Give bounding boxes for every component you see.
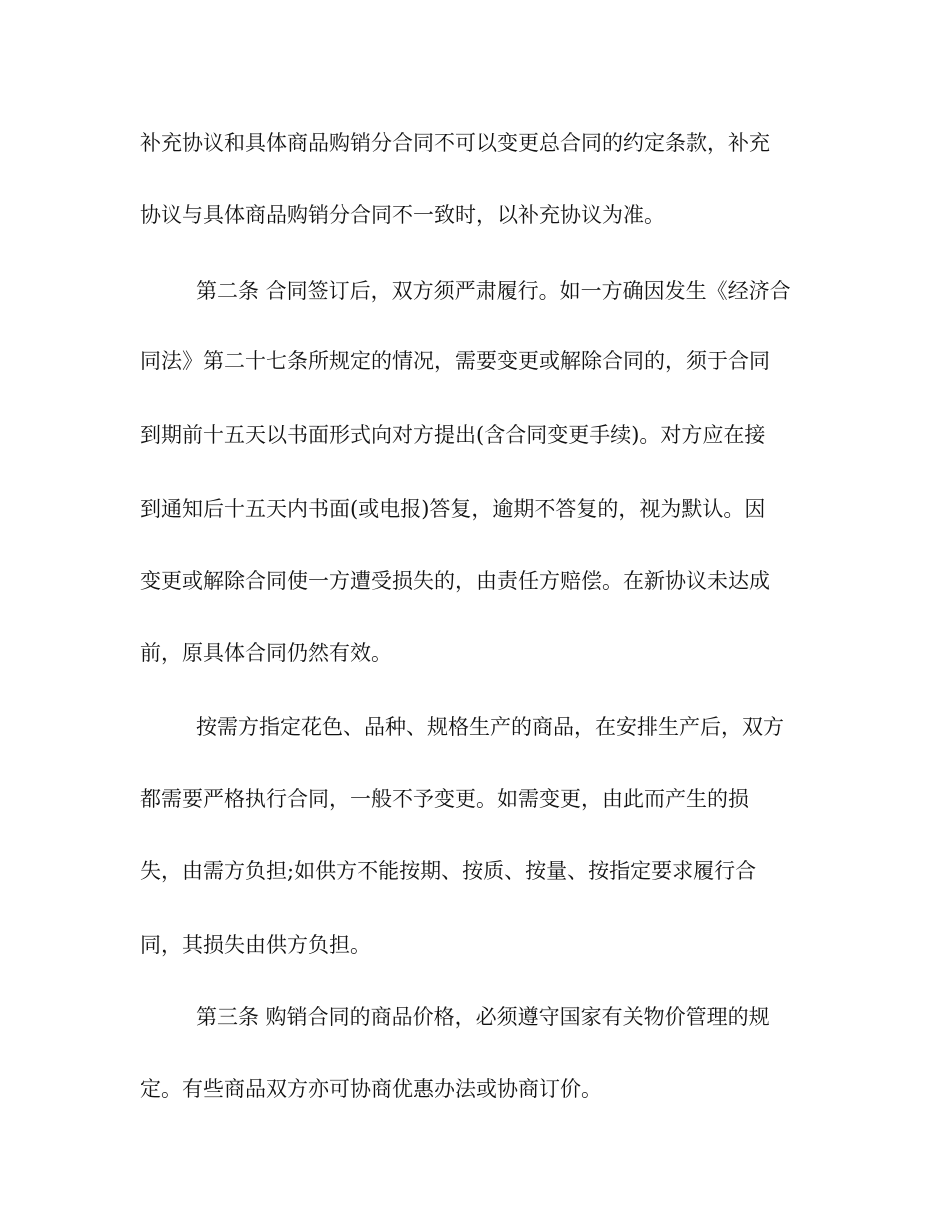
text-line: 同法》第二十七条所规定的情况，需要变更或解除合同的，须于合同 [140,349,770,373]
text-line: 都需要严格执行合同，一般不予变更。如需变更，由此而产生的损 [140,787,749,811]
text-line: 到通知后十五天内书面(或电报)答复，逾期不答复的，视为默认。因 [140,497,766,521]
text-line: 到期前十五天以书面形式向对方提出(含合同变更手续)。对方应在接 [140,423,766,447]
text-line: 第三条 购销合同的商品价格，必须遵守国家有关物价管理的规 [196,1005,770,1029]
text-line: 同，其损失由供方负担。 [140,933,371,957]
text-line: 失，由需方负担;如供方不能按期、按质、按量、按指定要求履行合 [140,859,757,883]
text-line: 定。有些商品双方亦可协商优惠办法或协商订价。 [140,1077,602,1101]
text-line: 协议与具体商品购销分合同不一致时，以补充协议为准。 [140,203,665,227]
text-line: 前，原具体合同仍然有效。 [140,641,392,665]
text-line: 按需方指定花色、品种、规格生产的商品，在安排生产后，双方 [196,715,784,739]
text-line: 第二条 合同签订后，双方须严肃履行。如一方确因发生《经济合 [196,279,791,303]
text-line: 变更或解除合同使一方遭受损失的，由责任方赔偿。在新协议未达成 [140,569,770,593]
text-line: 补充协议和具体商品购销分合同不可以变更总合同的约定条款，补充 [140,131,770,155]
